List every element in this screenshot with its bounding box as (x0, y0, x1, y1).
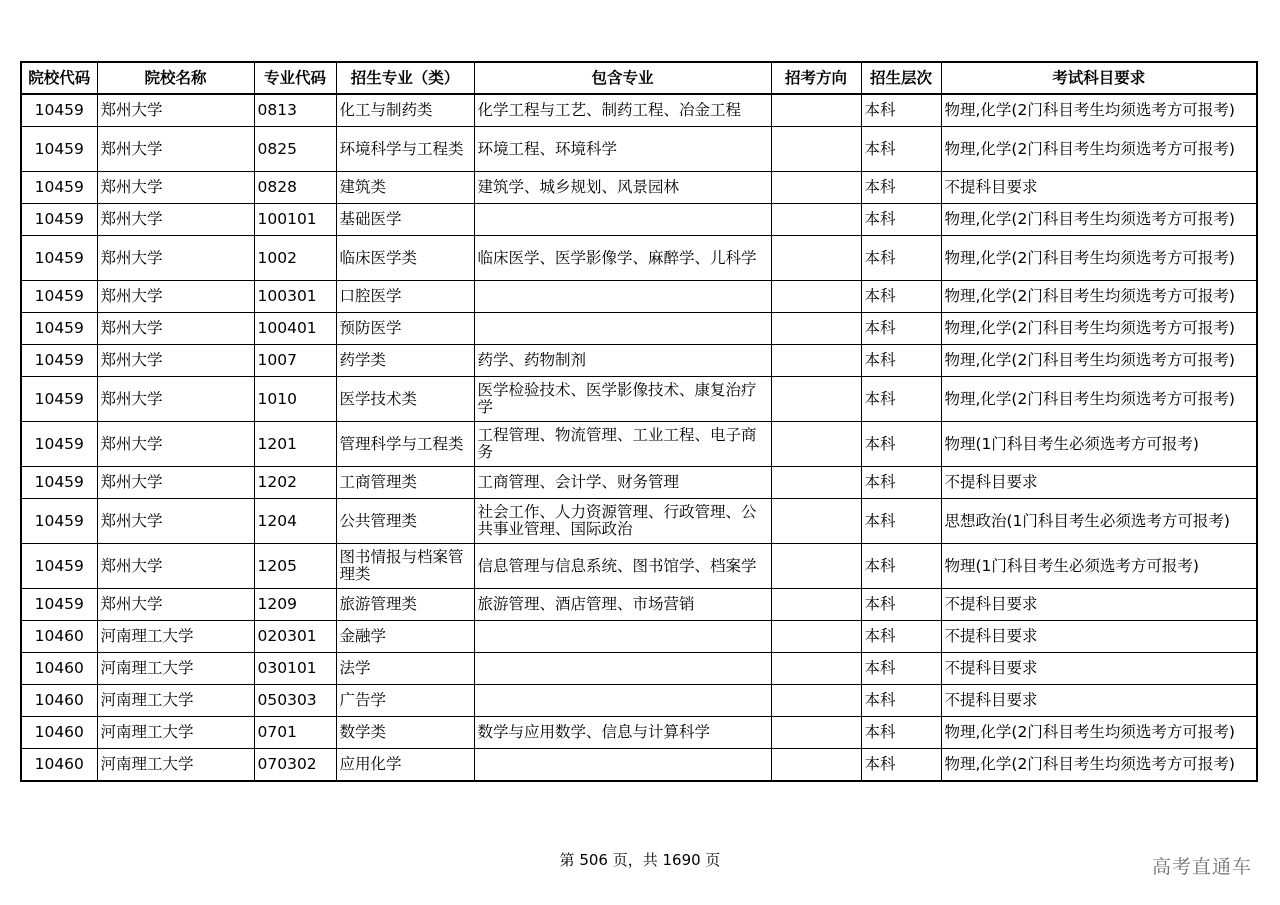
header-level: 招生层次 (861, 62, 941, 94)
cell-level: 本科 (861, 236, 941, 281)
table-row (21, 467, 1257, 499)
cell-school-code: 10459 (21, 589, 97, 621)
cell-major: 工商管理类 (336, 467, 474, 499)
cell-requirement: 不提科目要求 (941, 467, 1257, 499)
cell-includes: 环境工程、环境科学 (474, 127, 771, 172)
cell-school-code: 10459 (21, 467, 97, 499)
cell-level: 本科 (861, 422, 941, 467)
table-row (21, 544, 1257, 589)
cell-school-code: 10460 (21, 653, 97, 685)
cell-requirement: 物理,化学(2门科目考生均须选考方可报考) (941, 345, 1257, 377)
cell-level: 本科 (861, 172, 941, 204)
cell-includes (474, 653, 771, 685)
cell-requirement: 思想政治(1门科目考生必须选考方可报考) (941, 499, 1257, 544)
watermark-text: 高考直通车 (1151, 856, 1252, 878)
table-row (21, 422, 1257, 467)
cell-includes: 信息管理与信息系统、图书馆学、档案学 (474, 544, 771, 589)
table-row (21, 127, 1257, 172)
cell-school-name: 郑州大学 (97, 499, 254, 544)
header-requirement: 考试科目要求 (941, 62, 1257, 94)
cell-direction (771, 422, 861, 467)
header-school-name: 院校名称 (97, 62, 254, 94)
table-row (21, 345, 1257, 377)
cell-level: 本科 (861, 653, 941, 685)
cell-direction (771, 236, 861, 281)
cell-major: 广告学 (336, 685, 474, 717)
cell-level: 本科 (861, 749, 941, 782)
cell-major-code: 100101 (254, 204, 336, 236)
cell-major-code: 0701 (254, 717, 336, 749)
cell-school-name: 郑州大学 (97, 345, 254, 377)
cell-major-code: 1010 (254, 377, 336, 422)
cell-school-code: 10459 (21, 172, 97, 204)
cell-major: 环境科学与工程类 (336, 127, 474, 172)
cell-includes: 临床医学、医学影像学、麻醉学、儿科学 (474, 236, 771, 281)
cell-major-code: 1204 (254, 499, 336, 544)
cell-level: 本科 (861, 499, 941, 544)
table-row (21, 281, 1257, 313)
cell-includes (474, 313, 771, 345)
cell-major: 应用化学 (336, 749, 474, 782)
table-row (21, 172, 1257, 204)
cell-includes: 社会工作、人力资源管理、行政管理、公共事业管理、国际政治 (474, 499, 771, 544)
header-includes: 包含专业 (474, 62, 771, 94)
cell-school-name: 郑州大学 (97, 589, 254, 621)
cell-requirement: 不提科目要求 (941, 172, 1257, 204)
cell-includes (474, 204, 771, 236)
cell-school-name: 郑州大学 (97, 281, 254, 313)
cell-level: 本科 (861, 345, 941, 377)
cell-requirement: 不提科目要求 (941, 621, 1257, 653)
cell-major: 管理科学与工程类 (336, 422, 474, 467)
cell-school-name: 郑州大学 (97, 544, 254, 589)
cell-requirement: 物理,化学(2门科目考生均须选考方可报考) (941, 377, 1257, 422)
cell-major-code: 1202 (254, 467, 336, 499)
table-row (21, 236, 1257, 281)
cell-major: 化工与制药类 (336, 94, 474, 127)
cell-school-name: 郑州大学 (97, 94, 254, 127)
cell-major-code: 050303 (254, 685, 336, 717)
cell-requirement: 不提科目要求 (941, 653, 1257, 685)
cell-school-code: 10459 (21, 377, 97, 422)
cell-level: 本科 (861, 467, 941, 499)
cell-includes: 医学检验技术、医学影像技术、康复治疗学 (474, 377, 771, 422)
cell-major-code: 1002 (254, 236, 336, 281)
cell-school-name: 郑州大学 (97, 377, 254, 422)
cell-school-code: 10459 (21, 544, 97, 589)
cell-school-code: 10459 (21, 281, 97, 313)
cell-direction (771, 467, 861, 499)
cell-major-code: 070302 (254, 749, 336, 782)
cell-school-code: 10459 (21, 236, 97, 281)
cell-major: 建筑类 (336, 172, 474, 204)
cell-requirement: 不提科目要求 (941, 685, 1257, 717)
table-row (21, 589, 1257, 621)
cell-level: 本科 (861, 544, 941, 589)
table-row (21, 717, 1257, 749)
cell-major: 金融学 (336, 621, 474, 653)
table-row (21, 204, 1257, 236)
cell-major: 公共管理类 (336, 499, 474, 544)
cell-level: 本科 (861, 621, 941, 653)
cell-direction (771, 94, 861, 127)
cell-direction (771, 544, 861, 589)
table-row (21, 653, 1257, 685)
cell-major-code: 030101 (254, 653, 336, 685)
table-row (21, 377, 1257, 422)
cell-major-code: 0813 (254, 94, 336, 127)
cell-school-code: 10459 (21, 313, 97, 345)
table-row (21, 621, 1257, 653)
table-row (21, 749, 1257, 782)
page-number: 第 506 页，共 1690 页 (559, 851, 721, 869)
cell-includes: 数学与应用数学、信息与计算科学 (474, 717, 771, 749)
cell-includes (474, 685, 771, 717)
cell-school-name: 郑州大学 (97, 422, 254, 467)
cell-major-code: 020301 (254, 621, 336, 653)
header-major-code: 专业代码 (254, 62, 336, 94)
cell-major-code: 1201 (254, 422, 336, 467)
cell-school-code: 10459 (21, 499, 97, 544)
cell-requirement: 物理,化学(2门科目考生均须选考方可报考) (941, 204, 1257, 236)
cell-school-name: 河南理工大学 (97, 653, 254, 685)
header-school-code: 院校代码 (21, 62, 97, 94)
cell-major-code: 100401 (254, 313, 336, 345)
cell-direction (771, 204, 861, 236)
cell-level: 本科 (861, 685, 941, 717)
cell-direction (771, 621, 861, 653)
cell-major-code: 100301 (254, 281, 336, 313)
cell-requirement: 物理(1门科目考生必须选考方可报考) (941, 544, 1257, 589)
admission-table (20, 61, 1258, 782)
cell-includes (474, 621, 771, 653)
cell-major-code: 1007 (254, 345, 336, 377)
cell-direction (771, 281, 861, 313)
cell-requirement: 物理,化学(2门科目考生均须选考方可报考) (941, 94, 1257, 127)
cell-school-name: 郑州大学 (97, 467, 254, 499)
cell-school-name: 郑州大学 (97, 236, 254, 281)
table-row (21, 313, 1257, 345)
cell-major: 旅游管理类 (336, 589, 474, 621)
cell-school-code: 10460 (21, 621, 97, 653)
cell-includes: 旅游管理、酒店管理、市场营销 (474, 589, 771, 621)
header-major: 招生专业（类） (336, 62, 474, 94)
cell-school-name: 河南理工大学 (97, 717, 254, 749)
cell-level: 本科 (861, 204, 941, 236)
cell-major-code: 1205 (254, 544, 336, 589)
cell-school-name: 河南理工大学 (97, 749, 254, 782)
cell-includes: 工程管理、物流管理、工业工程、电子商务 (474, 422, 771, 467)
cell-includes (474, 749, 771, 782)
cell-major: 临床医学类 (336, 236, 474, 281)
cell-requirement: 物理,化学(2门科目考生均须选考方可报考) (941, 236, 1257, 281)
cell-level: 本科 (861, 281, 941, 313)
cell-school-name: 郑州大学 (97, 172, 254, 204)
cell-level: 本科 (861, 94, 941, 127)
cell-direction (771, 345, 861, 377)
cell-school-code: 10459 (21, 422, 97, 467)
table-header-row (21, 62, 1257, 94)
cell-requirement: 物理,化学(2门科目考生均须选考方可报考) (941, 127, 1257, 172)
cell-direction (771, 749, 861, 782)
cell-major: 医学技术类 (336, 377, 474, 422)
cell-major-code: 0825 (254, 127, 336, 172)
cell-school-name: 河南理工大学 (97, 685, 254, 717)
cell-direction (771, 377, 861, 422)
cell-level: 本科 (861, 589, 941, 621)
cell-level: 本科 (861, 377, 941, 422)
cell-includes: 工商管理、会计学、财务管理 (474, 467, 771, 499)
cell-school-name: 郑州大学 (97, 313, 254, 345)
table-row (21, 94, 1257, 127)
cell-major: 基础医学 (336, 204, 474, 236)
cell-school-name: 郑州大学 (97, 127, 254, 172)
cell-includes: 药学、药物制剂 (474, 345, 771, 377)
cell-requirement: 物理,化学(2门科目考生均须选考方可报考) (941, 313, 1257, 345)
cell-direction (771, 589, 861, 621)
cell-direction (771, 653, 861, 685)
cell-major: 药学类 (336, 345, 474, 377)
cell-major: 数学类 (336, 717, 474, 749)
cell-major-code: 1209 (254, 589, 336, 621)
cell-direction (771, 313, 861, 345)
cell-direction (771, 127, 861, 172)
cell-school-code: 10460 (21, 685, 97, 717)
cell-level: 本科 (861, 313, 941, 345)
cell-requirement: 不提科目要求 (941, 589, 1257, 621)
cell-school-code: 10459 (21, 345, 97, 377)
cell-major-code: 0828 (254, 172, 336, 204)
cell-school-code: 10459 (21, 127, 97, 172)
cell-school-code: 10460 (21, 749, 97, 782)
cell-major: 预防医学 (336, 313, 474, 345)
cell-requirement: 物理,化学(2门科目考生均须选考方可报考) (941, 717, 1257, 749)
header-direction: 招考方向 (771, 62, 861, 94)
cell-school-name: 郑州大学 (97, 204, 254, 236)
cell-includes: 化学工程与工艺、制药工程、冶金工程 (474, 94, 771, 127)
cell-major: 图书情报与档案管理类 (336, 544, 474, 589)
table-row (21, 685, 1257, 717)
cell-school-code: 10459 (21, 94, 97, 127)
cell-requirement: 物理,化学(2门科目考生均须选考方可报考) (941, 749, 1257, 782)
cell-school-name: 河南理工大学 (97, 621, 254, 653)
cell-requirement: 物理(1门科目考生必须选考方可报考) (941, 422, 1257, 467)
cell-requirement: 物理,化学(2门科目考生均须选考方可报考) (941, 281, 1257, 313)
cell-major: 口腔医学 (336, 281, 474, 313)
table-row (21, 499, 1257, 544)
cell-direction (771, 172, 861, 204)
cell-direction (771, 685, 861, 717)
cell-includes: 建筑学、城乡规划、风景园林 (474, 172, 771, 204)
cell-school-code: 10460 (21, 717, 97, 749)
cell-direction (771, 499, 861, 544)
cell-direction (771, 717, 861, 749)
cell-level: 本科 (861, 127, 941, 172)
cell-school-code: 10459 (21, 204, 97, 236)
cell-level: 本科 (861, 717, 941, 749)
cell-includes (474, 281, 771, 313)
cell-major: 法学 (336, 653, 474, 685)
